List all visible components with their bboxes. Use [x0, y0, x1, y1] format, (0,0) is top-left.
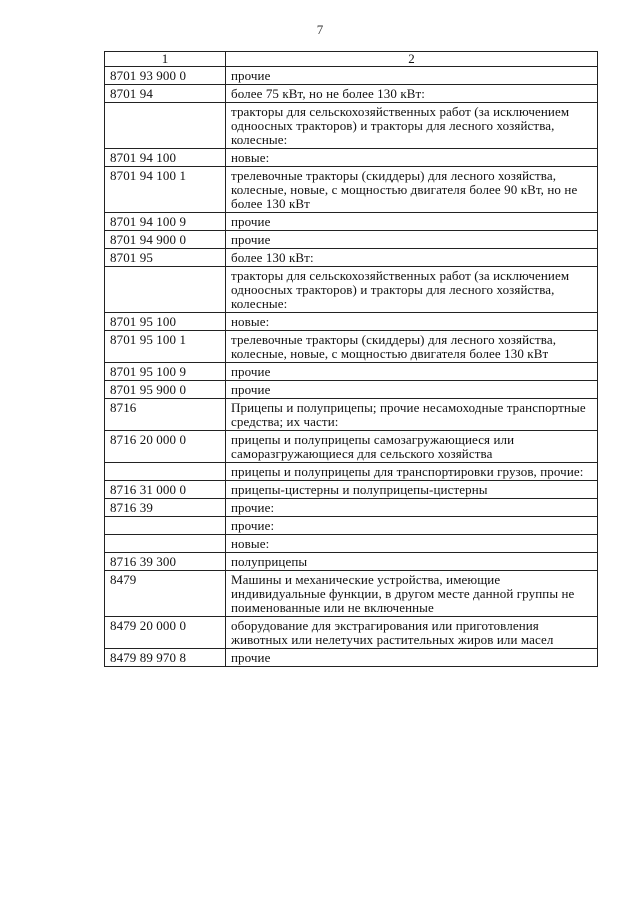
row-code: 8716 20 000 0 [105, 431, 226, 463]
row-description: прочие: [226, 517, 598, 535]
tariff-code-table [104, 51, 598, 667]
row-code: 8716 39 [105, 499, 226, 517]
row-description: прочие [226, 381, 598, 399]
row-description: полуприцепы [226, 553, 598, 571]
row-code: 8716 [105, 399, 226, 431]
row-description: прочие [226, 363, 598, 381]
row-description: прочие: [226, 499, 598, 517]
table-row [105, 167, 598, 213]
row-description: тракторы для сельскохозяйственных работ (за исключением одноосных тракторов) и тракторы для лесного хозяйства, колесные: [226, 267, 598, 313]
row-code: 8701 95 900 0 [105, 381, 226, 399]
row-code: 8701 95 100 9 [105, 363, 226, 381]
row-code: 8701 95 100 1 [105, 331, 226, 363]
table-row [105, 381, 598, 399]
row-code: 8701 94 100 [105, 149, 226, 167]
row-description: новые: [226, 313, 598, 331]
row-code: 8479 20 000 0 [105, 617, 226, 649]
row-code [105, 517, 226, 535]
row-description: более 75 кВт, но не более 130 кВт: [226, 85, 598, 103]
row-code: 8701 94 900 0 [105, 231, 226, 249]
table-body [105, 67, 598, 667]
row-description: прочие [226, 67, 598, 85]
row-code: 8479 [105, 571, 226, 617]
column-header-1: 1 [105, 52, 226, 67]
row-code: 8716 39 300 [105, 553, 226, 571]
table-row [105, 517, 598, 535]
table-row [105, 617, 598, 649]
row-description: оборудование для экстрагирования или приготовления животных или нелетучих растительных жиров или масел [226, 617, 598, 649]
row-description: более 130 кВт: [226, 249, 598, 267]
row-description: трелевочные тракторы (скиддеры) для лесного хозяйства, колесные, новые, с мощностью двигателя более 90 кВт, но не более 130 кВт [226, 167, 598, 213]
table-row [105, 363, 598, 381]
table-row [105, 553, 598, 571]
table-row [105, 463, 598, 481]
table-row [105, 535, 598, 553]
row-code: 8701 95 100 [105, 313, 226, 331]
table-row [105, 103, 598, 149]
row-description: Машины и механические устройства, имеющие индивидуальные функции, в другом месте данной группы не поименованные или не включенные [226, 571, 598, 617]
table-header-row [105, 52, 598, 67]
table-row [105, 249, 598, 267]
row-code: 8701 94 100 9 [105, 213, 226, 231]
table-row [105, 231, 598, 249]
row-code: 8701 94 [105, 85, 226, 103]
row-code [105, 267, 226, 313]
row-code [105, 103, 226, 149]
row-description: Прицепы и полуприцепы; прочие несамоходные транспортные средства; их части: [226, 399, 598, 431]
table-row [105, 85, 598, 103]
table-row [105, 331, 598, 363]
table-row [105, 267, 598, 313]
row-description: прицепы-цистерны и полуприцепы-цистерны [226, 481, 598, 499]
table-row [105, 649, 598, 667]
row-description: тракторы для сельскохозяйственных работ (за исключением одноосных тракторов) и тракторы для лесного хозяйства, колесные: [226, 103, 598, 149]
row-code: 8701 95 [105, 249, 226, 267]
row-description: прочие [226, 231, 598, 249]
row-description: новые: [226, 535, 598, 553]
row-code: 8701 93 900 0 [105, 67, 226, 85]
row-description: прочие [226, 649, 598, 667]
column-header-2: 2 [226, 52, 598, 67]
table-row [105, 431, 598, 463]
table-row [105, 213, 598, 231]
table-row [105, 149, 598, 167]
table-row [105, 481, 598, 499]
row-code: 8716 31 000 0 [105, 481, 226, 499]
table-row [105, 313, 598, 331]
row-description: прицепы и полуприцепы для транспортировки грузов, прочие: [226, 463, 598, 481]
row-description: трелевочные тракторы (скиддеры) для лесного хозяйства, колесные, новые, с мощностью двигателя более 130 кВт [226, 331, 598, 363]
table-header [105, 52, 598, 67]
row-code [105, 535, 226, 553]
row-description: прочие [226, 213, 598, 231]
page-number: 7 [316, 22, 324, 37]
table-row [105, 399, 598, 431]
row-description: прицепы и полуприцепы самозагружающиеся или саморазгружающиеся для сельского хозяйства [226, 431, 598, 463]
table-row [105, 67, 598, 85]
row-code: 8479 89 970 8 [105, 649, 226, 667]
table-row [105, 571, 598, 617]
row-description: новые: [226, 149, 598, 167]
row-code: 8701 94 100 1 [105, 167, 226, 213]
row-code [105, 463, 226, 481]
table-row [105, 499, 598, 517]
